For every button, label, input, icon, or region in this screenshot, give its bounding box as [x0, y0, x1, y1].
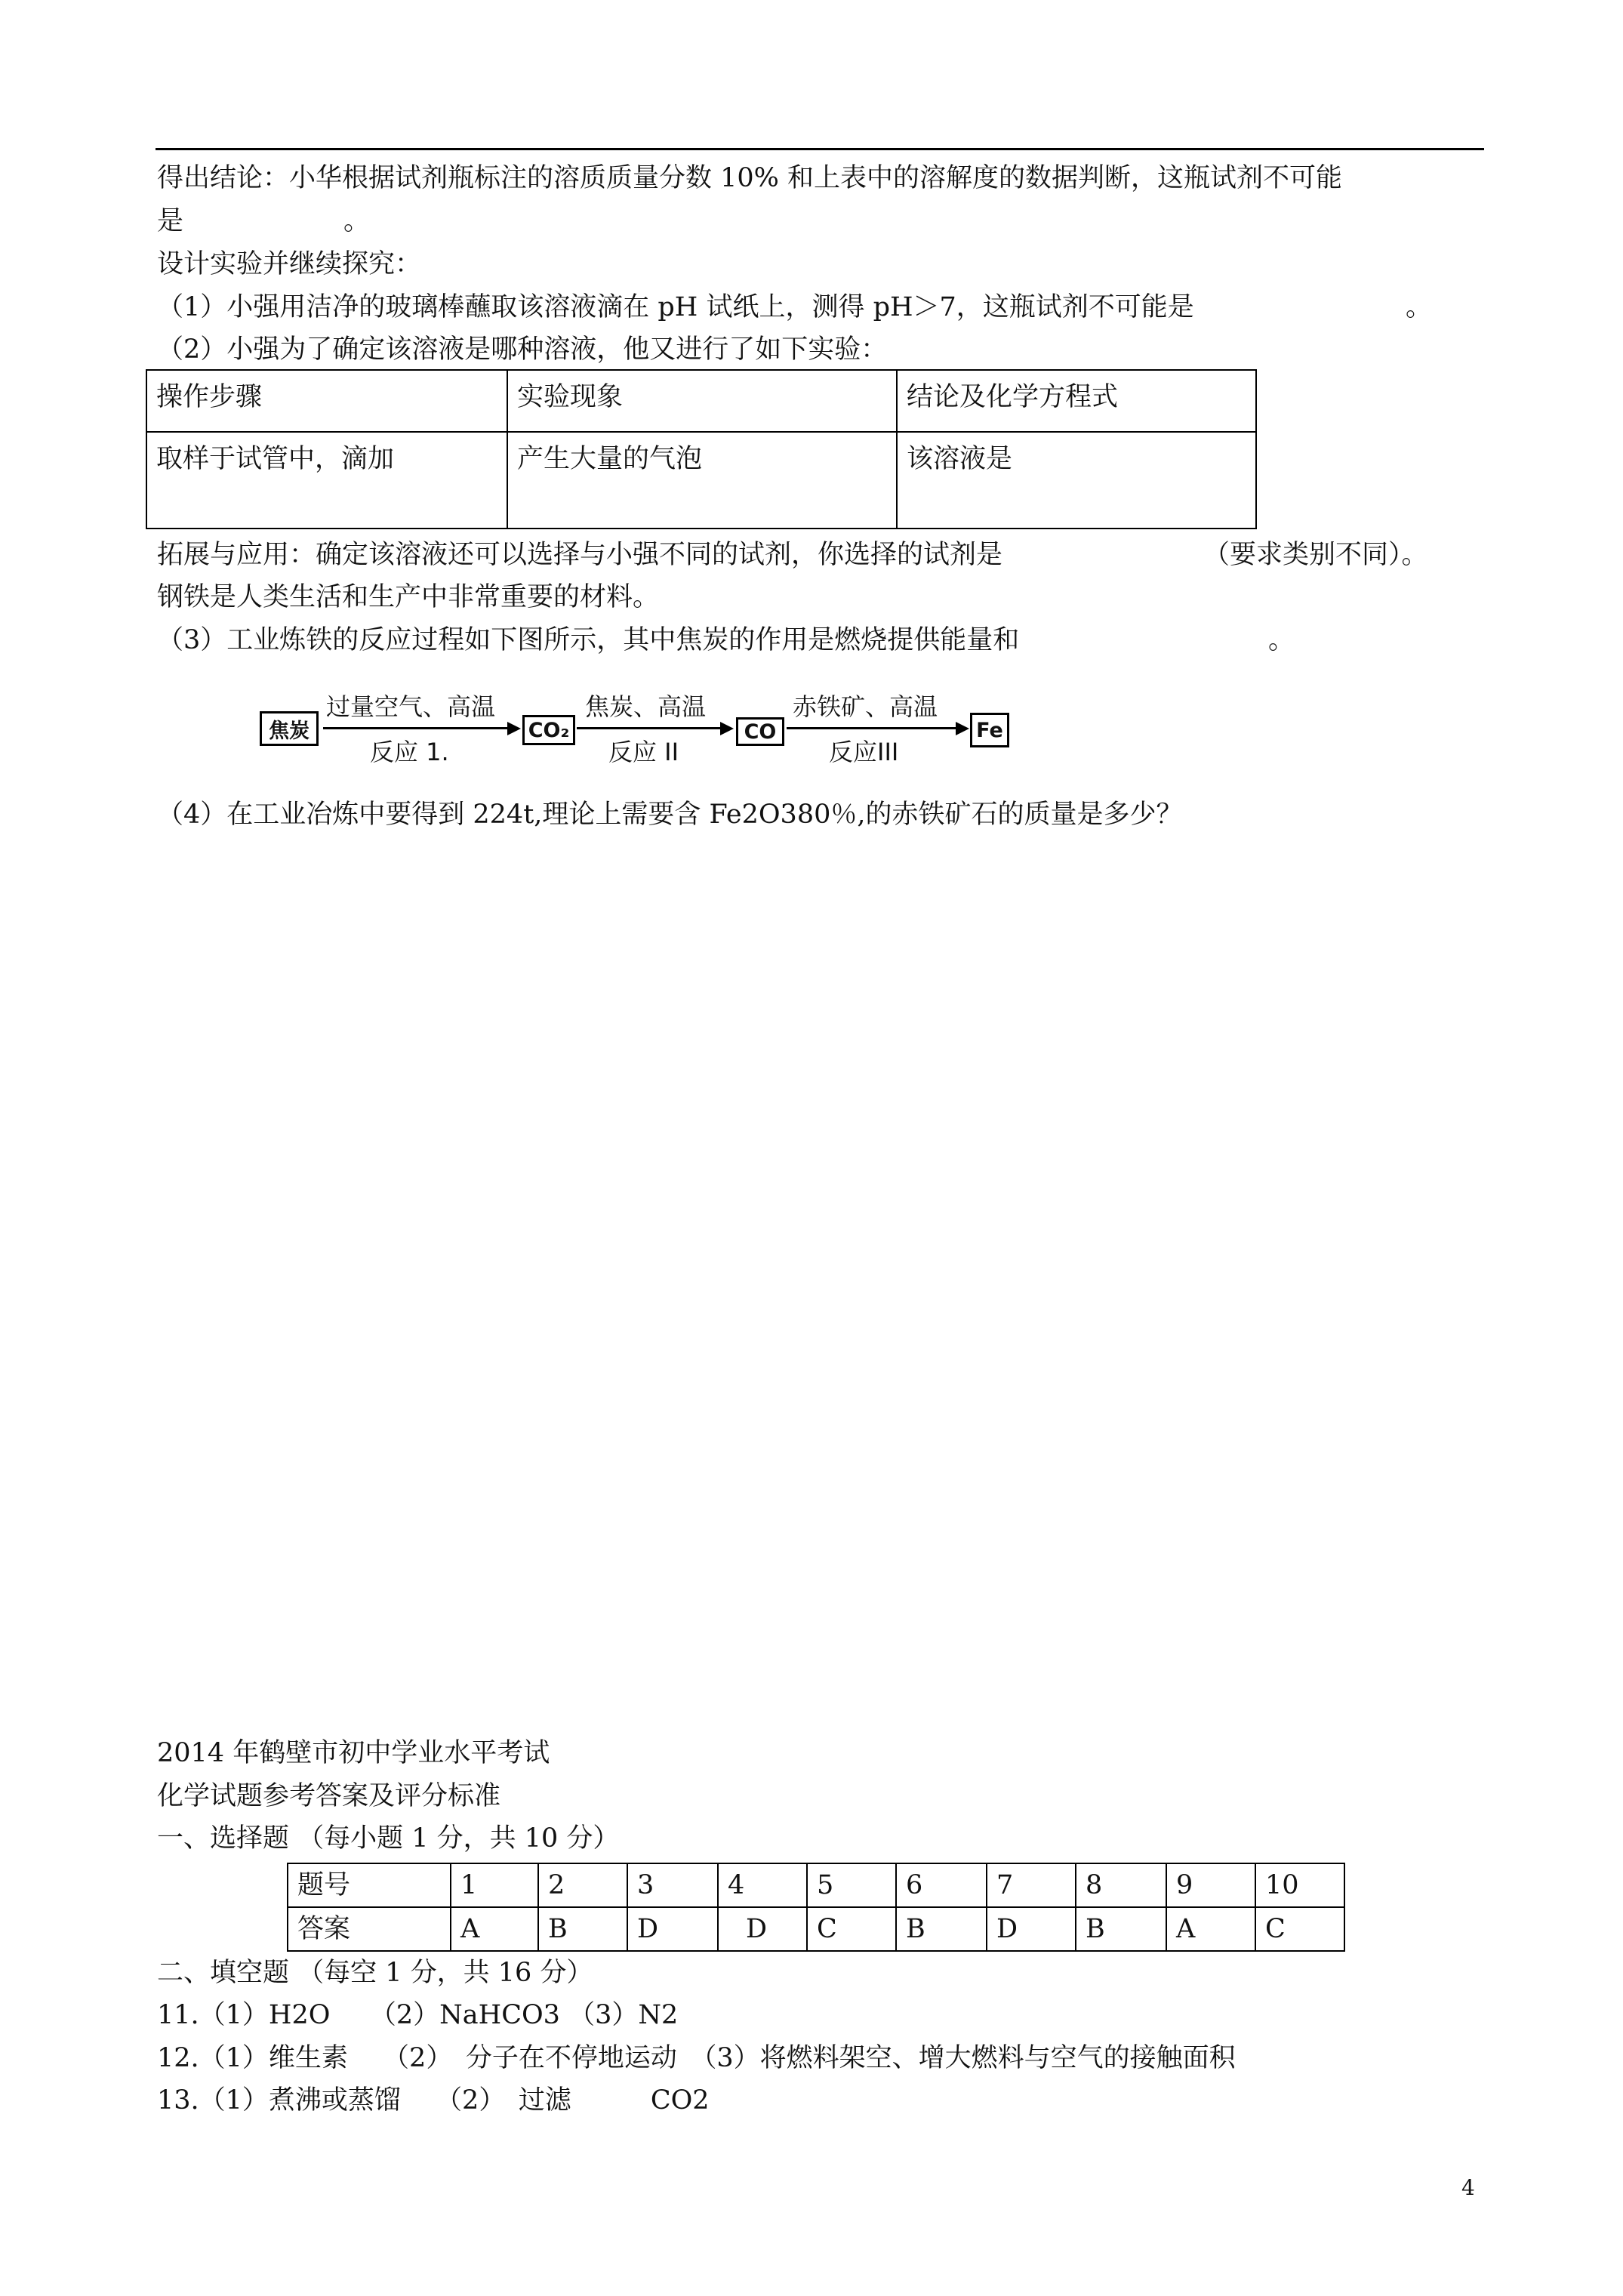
conclusion-line-1: 得出结论：小华根据试剂瓶标注的溶质质量分数 10% 和上表中的溶解度的数据判断，这瓶试剂不可能: [157, 163, 1343, 193]
answer-key-choice-row: [288, 1907, 1344, 1951]
answers-section-2: 二、填空题 （每空 1 分，共 16 分）: [157, 1958, 593, 1988]
top-rule: [156, 148, 1484, 150]
question-number: 3: [627, 1863, 718, 1907]
flow-arrow-2-top: 焦炭、高温: [585, 692, 707, 721]
flow-arrow-1-head: [507, 722, 521, 735]
flow-arrow-2: [577, 727, 722, 729]
answer-12: 12.（1）维生素 （2） 分子在不停地运动 （3）将燃料架空、增大燃料与空气的接触面积: [157, 2043, 1236, 2073]
conclusion-line-2-suffix: 。: [343, 206, 371, 236]
question-number: 2: [538, 1863, 627, 1907]
question-2: （2）小强为了确定该溶液是哪种溶液，他又进行了如下实验：: [157, 334, 888, 365]
row-label: 题号: [288, 1863, 451, 1907]
flow-node-co: CO: [736, 717, 784, 746]
answer-choice: B: [896, 1907, 987, 1951]
flow-arrow-2-bottom: 反应 II: [608, 738, 679, 766]
answer-choice: B: [538, 1907, 627, 1951]
answer-choice: C: [807, 1907, 896, 1951]
row-label: 答案: [288, 1907, 451, 1951]
flow-arrow-1: [323, 727, 509, 729]
flow-arrow-3-bottom: 反应III: [829, 738, 899, 766]
experiment-table-row: [146, 432, 1256, 529]
question-3: （3）工业炼铁的反应过程如下图所示，其中焦炭的作用是燃烧提供能量和: [157, 625, 1020, 655]
page-number: 4: [1461, 2175, 1475, 2200]
question-number: 4: [718, 1863, 807, 1907]
question-number: 1: [451, 1863, 538, 1907]
question-number: 5: [807, 1863, 896, 1907]
flow-node-fe: Fe: [970, 713, 1009, 747]
steel-intro: 钢铁是人类生活和生产中非常重要的材料。: [157, 582, 660, 612]
answers-title-2: 化学试题参考答案及评分标准: [157, 1781, 501, 1811]
flow-arrow-3: [787, 727, 957, 729]
conclusion-line-2-prefix: 是: [157, 206, 184, 236]
answer-11: 11.（1）H2O （2）NaHCO3 （3）N2: [157, 2000, 679, 2030]
answer-choice: D: [718, 1907, 807, 1951]
answer-choice: D: [627, 1907, 718, 1951]
answer-choice: B: [1076, 1907, 1166, 1951]
table-cell: 取样于试管中，滴加: [146, 432, 507, 529]
extension-suffix: （要求类别不同）。: [1203, 540, 1428, 570]
table-header-cell: 实验现象: [507, 370, 897, 432]
answer-13: 13.（1）煮沸或蒸馏 （2） 过滤 CO2: [157, 2085, 710, 2116]
question-3-suffix: 。: [1268, 625, 1295, 655]
design-heading: 设计实验并继续探究：: [157, 249, 422, 279]
flow-arrow-1-top: 过量空气、高温: [326, 692, 496, 721]
question-4: （4）在工业冶炼中要得到 224t,理论上需要含 Fe2O380％,的赤铁矿石的质量是多少？: [157, 800, 1183, 830]
answer-key-table: [287, 1863, 1345, 1952]
table-cell: 该溶液是: [897, 432, 1256, 529]
question-1: （1）小强用洁净的玻璃棒蘸取该溶液滴在 pH 试纸上，测得 pH＞7，这瓶试剂不可能是: [157, 292, 1194, 322]
table-header-cell: 操作步骤: [146, 370, 507, 432]
experiment-table-header-row: [146, 370, 1256, 432]
table-header-cell: 结论及化学方程式: [897, 370, 1256, 432]
answer-choice: A: [451, 1907, 538, 1951]
flow-node-coke: 焦炭: [260, 711, 319, 746]
answer-choice: D: [987, 1907, 1076, 1951]
flow-arrow-2-head: [720, 722, 734, 735]
extension-text: 拓展与应用：确定该溶液还可以选择与小强不同的试剂，你选择的试剂是: [157, 540, 1003, 570]
answers-title-1: 2014 年鹤壁市初中学业水平考试: [157, 1738, 550, 1768]
question-number: 10: [1255, 1863, 1344, 1907]
question-number: 9: [1166, 1863, 1255, 1907]
table-cell: 产生大量的气泡: [507, 432, 897, 529]
answer-choice: C: [1255, 1907, 1344, 1951]
question-1-suffix: 。: [1406, 292, 1433, 322]
answer-choice: A: [1166, 1907, 1255, 1951]
question-number: 7: [987, 1863, 1076, 1907]
question-number: 8: [1076, 1863, 1166, 1907]
flow-node-co2: CO₂: [522, 715, 575, 745]
question-number: 6: [896, 1863, 987, 1907]
flow-arrow-1-bottom: 反应 1.: [370, 738, 449, 766]
experiment-table: [146, 369, 1257, 529]
flow-arrow-3-head: [956, 722, 969, 735]
answer-key-number-row: [288, 1863, 1344, 1907]
answers-section-1: 一、选择题 （每小题 1 分，共 10 分）: [157, 1823, 620, 1854]
flow-arrow-3-top: 赤铁矿、高温: [793, 692, 938, 721]
